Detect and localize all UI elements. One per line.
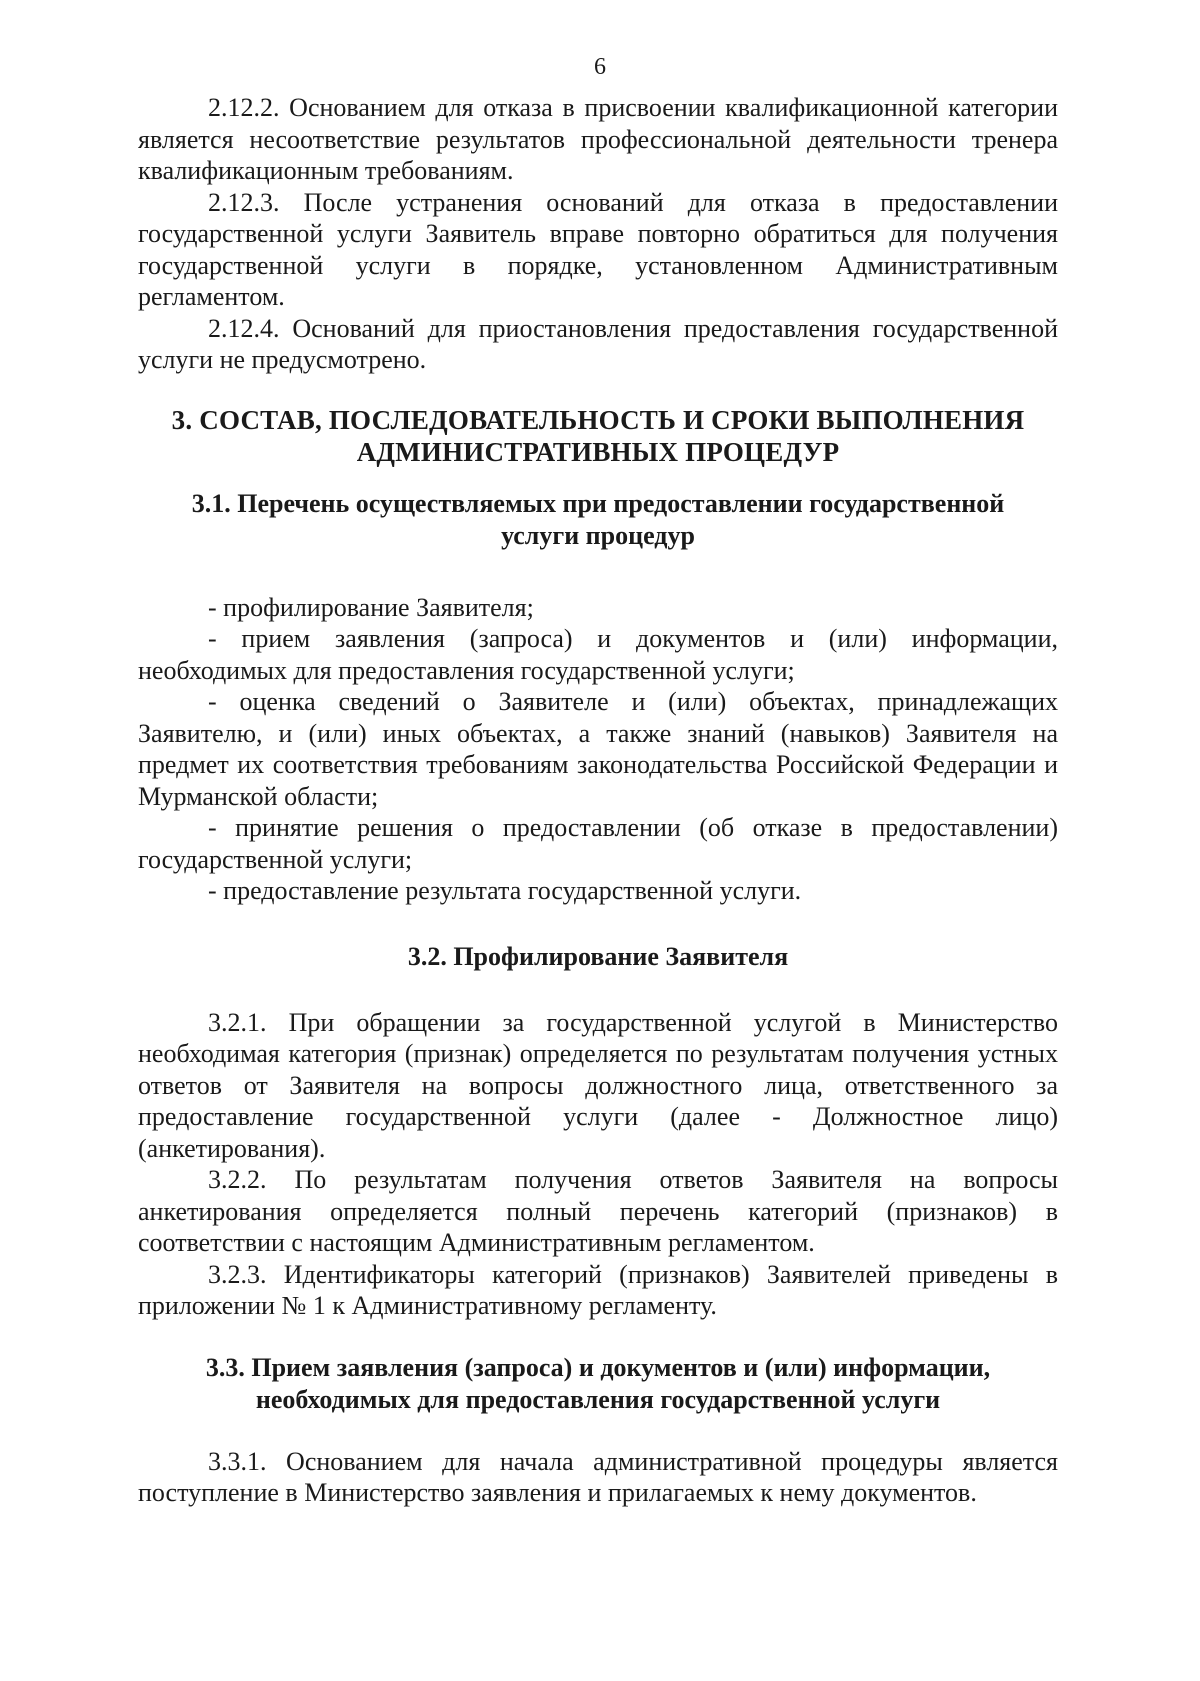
section-3-3-heading bbox=[138, 1352, 1058, 1416]
section-3-3-heading-line-2: необходимых для предоставления государственной услуги bbox=[255, 1384, 941, 1414]
list-item: - прием заявления (запроса) и документов и (или) информации, необходимых для предоставления государственной услуги; bbox=[138, 624, 1058, 685]
section-3-3-heading-line-1: 3.3. Прием заявления (запроса) и документов и (или) информации, bbox=[205, 1352, 991, 1382]
list-item: - оценка сведений о Заявителе и (или) объектах, принадлежащих Заявителю, и (или) иных объектах, а также знаний (навыков) Заявителя на предмет их соответствия требованиям законодательства Российской Федерации и Мурманской области; bbox=[138, 687, 1058, 811]
paragraph-3-2-2: 3.2.2. По результатам получения ответов Заявителя на вопросы анкетирования определяется полный перечень категорий (признаков) в соответствии с настоящим Административным регламентом. bbox=[138, 1165, 1058, 1257]
list-item: - профилирование Заявителя; bbox=[208, 592, 534, 622]
section-3-1-heading-line-1: 3.1. Перечень осуществляемых при предоставлении государственной bbox=[191, 488, 1005, 518]
paragraph-2-12-2: 2.12.2. Основанием для отказа в присвоении квалификационной категории является несоответствие результатов профессиональной деятельности тренера квалификационным требованиям. bbox=[138, 93, 1058, 185]
list-item: - принятие решения о предоставлении (об отказе в предоставлении) государственной услуги; bbox=[138, 813, 1058, 874]
paragraph-2-12-4: 2.12.4. Оснований для приостановления предоставления государственной услуги не предусмотрено. bbox=[138, 313, 1058, 374]
list-item: - предоставление результата государственной услуги. bbox=[208, 876, 802, 905]
section-3-1-heading-line-2: услуги процедур bbox=[501, 520, 695, 550]
paragraph-3-2-3: 3.2.3. Идентификаторы категорий (признаков) Заявителей приведены в приложении № 1 к Административному регламенту. bbox=[138, 1259, 1058, 1320]
section-3-1-heading bbox=[138, 488, 1058, 552]
page-number: 6 bbox=[594, 54, 606, 80]
document-body bbox=[138, 92, 1058, 1509]
section-3-2-heading: 3.2. Профилирование Заявителя bbox=[407, 941, 789, 971]
paragraph-3-2-1: 3.2.1. При обращении за государственной услугой в Министерство необходимая категория (признак) определяется по результатам получения устных ответов от Заявителя на вопросы должностного лица, ответственного за предоставление государственной услуги (далее - Должностное лицо) (анкетирования). bbox=[138, 1007, 1058, 1163]
section-3-2-body bbox=[138, 1007, 1058, 1322]
section-3-heading-line-1: 3. СОСТАВ, ПОСЛЕДОВАТЕЛЬНОСТЬ И СРОКИ ВЫПОЛНЕНИЯ bbox=[171, 404, 1025, 435]
section-3-heading bbox=[138, 404, 1058, 468]
section-3-heading-line-2: АДМИНИСТРАТИВНЫХ ПРОЦЕДУР bbox=[356, 436, 840, 467]
procedure-list bbox=[138, 592, 1058, 907]
paragraph-3-3-1: 3.3.1. Основанием для начала административной процедуры является поступление в Министерство заявления и прилагаемых к нему документов. bbox=[138, 1446, 1058, 1507]
paragraph-2-12-3: 2.12.3. После устранения оснований для отказа в предоставлении государственной услуги Заявитель вправе повторно обратиться для получения государственной услуги в порядке, установленном Административным регламентом. bbox=[138, 187, 1058, 311]
section-3-3-body bbox=[138, 1446, 1058, 1509]
